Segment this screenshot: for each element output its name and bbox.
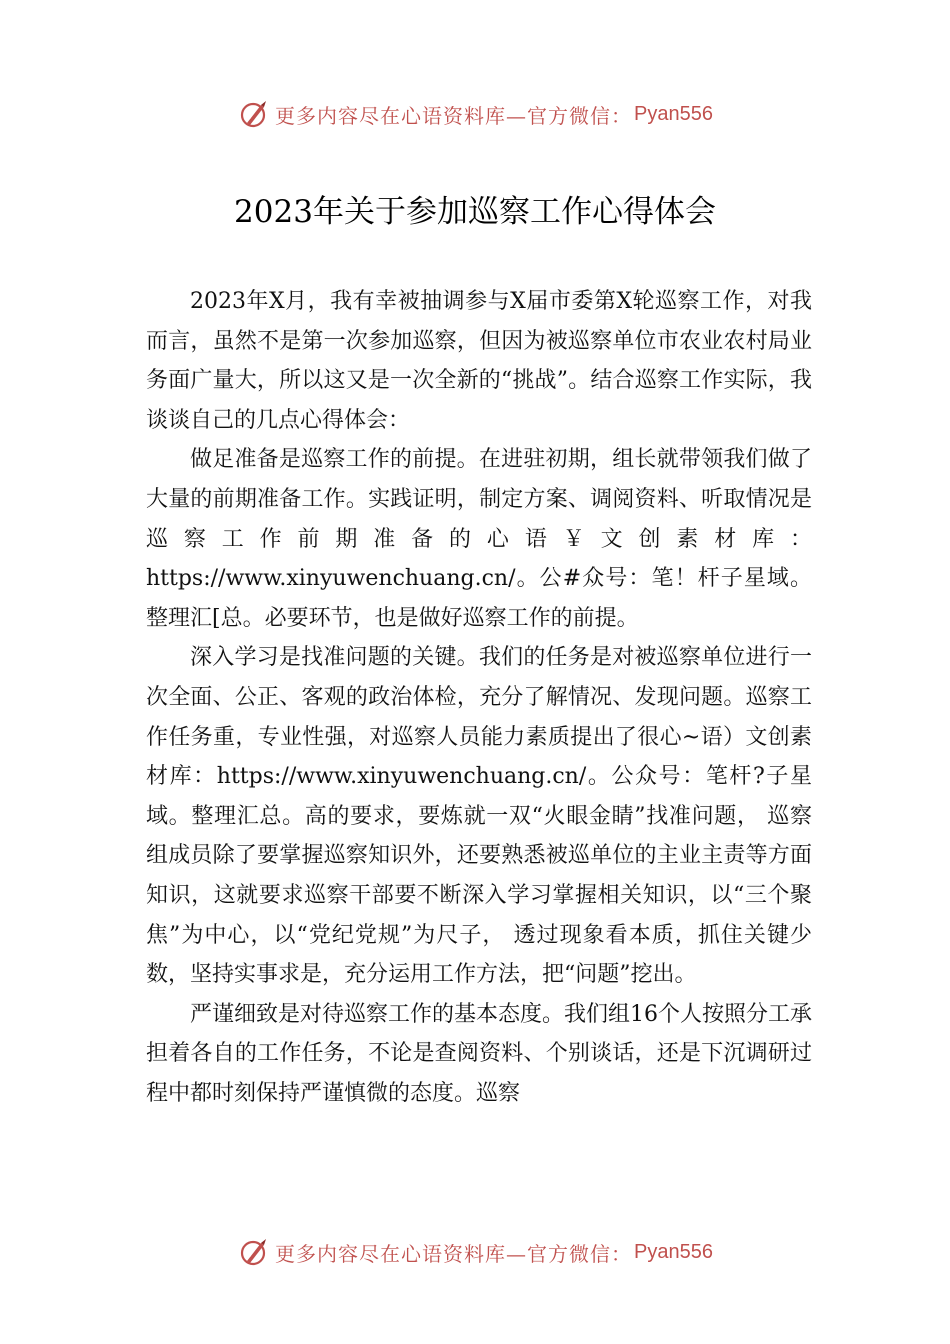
watermark-text: 更多内容尽在心语资料库—官方微信： [275,103,633,128]
quill-logo-icon [237,97,271,131]
paragraph: 深入学习是找准问题的关键。我们的任务是对被巡察单位进行一次全面、公正、客观的政治体检，充分了解情况、发现问题。巡察工作任务重，专业性强，对巡察人员能力素质提出了很心~语）文创素材库：https://www.xinyuwenchuang.cn/。公众号：笔杆?子星域。整理汇总。高的要求，要炼就一双“火眼金睛”找准问题， 巡察组成员除了要掌握巡察知识外，还要熟悉被巡单位的主业主责等方面知识，这就要求巡察干部要不断深入学习掌握相关知识，以“三个聚焦”为中心，以“党纪党规”为尺子， 透过现象看本质，抓住关键少数，坚持实事求是，充分运用工作方法，把“问题”挖出。 [146,645,812,988]
paragraph: 做足准备是巡察工作的前提。在进驻初期，组长就带领我们做了大量的前期准备工作。实践证明，制定方案、调阅资料、听取情况是巡察工作前期准备的心语￥文创素材库：https://www.xinyuwenchuang.cn/。公#众号：笔！杆子星域。整理汇[总。必要环节，也是做好巡察工作的前提。 [146,447,812,631]
watermark-text: 更多内容尽在心语资料库—官方微信： [275,1241,633,1266]
watermark-header [0,94,950,134]
paragraph: 严谨细致是对待巡察工作的基本态度。我们组16个人按照分工承担着各自的工作任务，不论是查阅资料、个别谈话，还是下沉调研过程中都时刻保持严谨慎微的态度。巡察 [146,1001,812,1106]
watermark-footer [0,1232,950,1272]
quill-logo-icon [237,1235,271,1269]
watermark-wechat-id: Pyan556 [634,1240,713,1263]
watermark-wechat-id: Pyan556 [634,102,713,125]
paragraph: 2023年X月，我有幸被抽调参与X届市委第X轮巡察工作，对我而言，虽然不是第一次参加巡察，但因为被巡察单位市农业农村局业务面广量大，所以这又是一次全新的“挑战”。结合巡察工作实际，我谈谈自己的几点心得体会： [146,289,812,433]
document-body [146,282,812,1113]
document-title: 2023年关于参加巡察工作心得体会 [234,194,716,230]
